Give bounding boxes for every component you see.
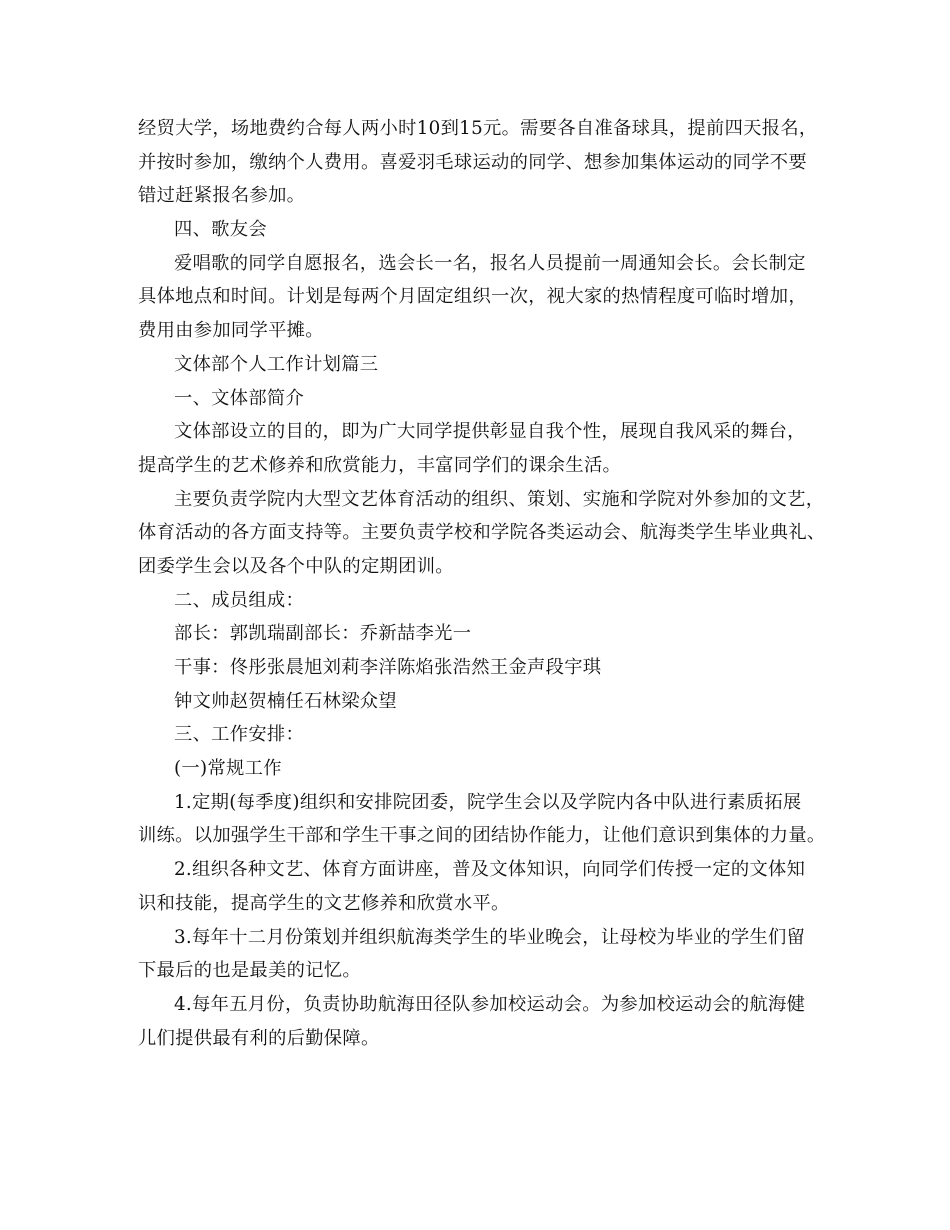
text-line: 提高学生的艺术修养和欣赏能力，丰富同学们的课余生活。 — [138, 454, 622, 476]
text-line: 体育活动的各方面支持等。主要负责学校和学院各类运动会、航海类学生毕业典礼、 — [138, 522, 826, 544]
text-line: 并按时参加，缴纳个人费用。喜爱羽毛球运动的同学、想参加集体运动的同学不要 — [138, 151, 807, 173]
text-line: 三、工作安排： — [174, 724, 305, 746]
text-line: 训练。以加强学生干部和学生干事之间的团结协作能力，让他们意识到集体的力量。 — [138, 825, 826, 847]
text-line: 部长：郭凯瑞副部长：乔新喆李光一 — [174, 623, 472, 645]
text-line: 团委学生会以及各个中队的定期团训。 — [138, 555, 454, 577]
text-line: 具体地点和时间。计划是每两个月固定组织一次，视大家的热情程度可临时增加， — [138, 286, 807, 308]
text-line: 干事：佟彤张晨旭刘莉李洋陈焰张浩然王金声段宇琪 — [174, 657, 602, 678]
text-line: 3.每年十二月份策划并组织航海类学生的毕业晚会，让母校为毕业的学生们留 — [174, 926, 806, 948]
text-line: 文体部设立的目的，即为广大同学提供彰显自我个性，展现自我风采的舞台， — [174, 421, 806, 443]
text-line: 错过赶紧报名参加。 — [138, 185, 306, 207]
text-line: 二、成员组成： — [174, 589, 305, 611]
text-line: 费用由参加同学平摊。 — [138, 320, 324, 342]
text-line: 经贸大学，场地费约合每人两小时10到15元。需要各自准备球具，提前四天报名， — [138, 118, 818, 139]
text-line: 爱唱歌的同学自愿报名，选会长一名，报名人员提前一周通知会长。会长制定 — [174, 252, 806, 274]
text-line: 识和技能，提高学生的文艺修养和欣赏水平。 — [138, 892, 510, 914]
text-line: 1.定期(每季度)组织和安排院团委，院学生会以及学院内各中队进行素质拓展 — [174, 791, 802, 813]
text-line: 2.组织各种文艺、体育方面讲座，普及文体知识，向同学们传授一定的文体知 — [174, 859, 806, 881]
document-body — [138, 112, 828, 1055]
text-line: 下最后的也是最美的记忆。 — [138, 960, 361, 982]
text-line: 4.每年五月份，负责协助航海田径队参加校运动会。为参加校运动会的航海健 — [174, 993, 806, 1015]
text-line: 文体部个人工作计划篇三 — [174, 353, 379, 375]
text-line: (一)常规工作 — [174, 758, 282, 780]
text-line: 主要负责学院内大型文艺体育活动的组织、策划、实施和学院对外参加的文艺， — [174, 488, 825, 510]
text-line: 一、文体部简介 — [174, 387, 305, 409]
text-line: 四、歌友会 — [174, 219, 267, 241]
text-line: 儿们提供最有利的后勤保障。 — [138, 1027, 380, 1049]
text-line: 钟文帅赵贺楠任石林梁众望 — [174, 690, 397, 712]
